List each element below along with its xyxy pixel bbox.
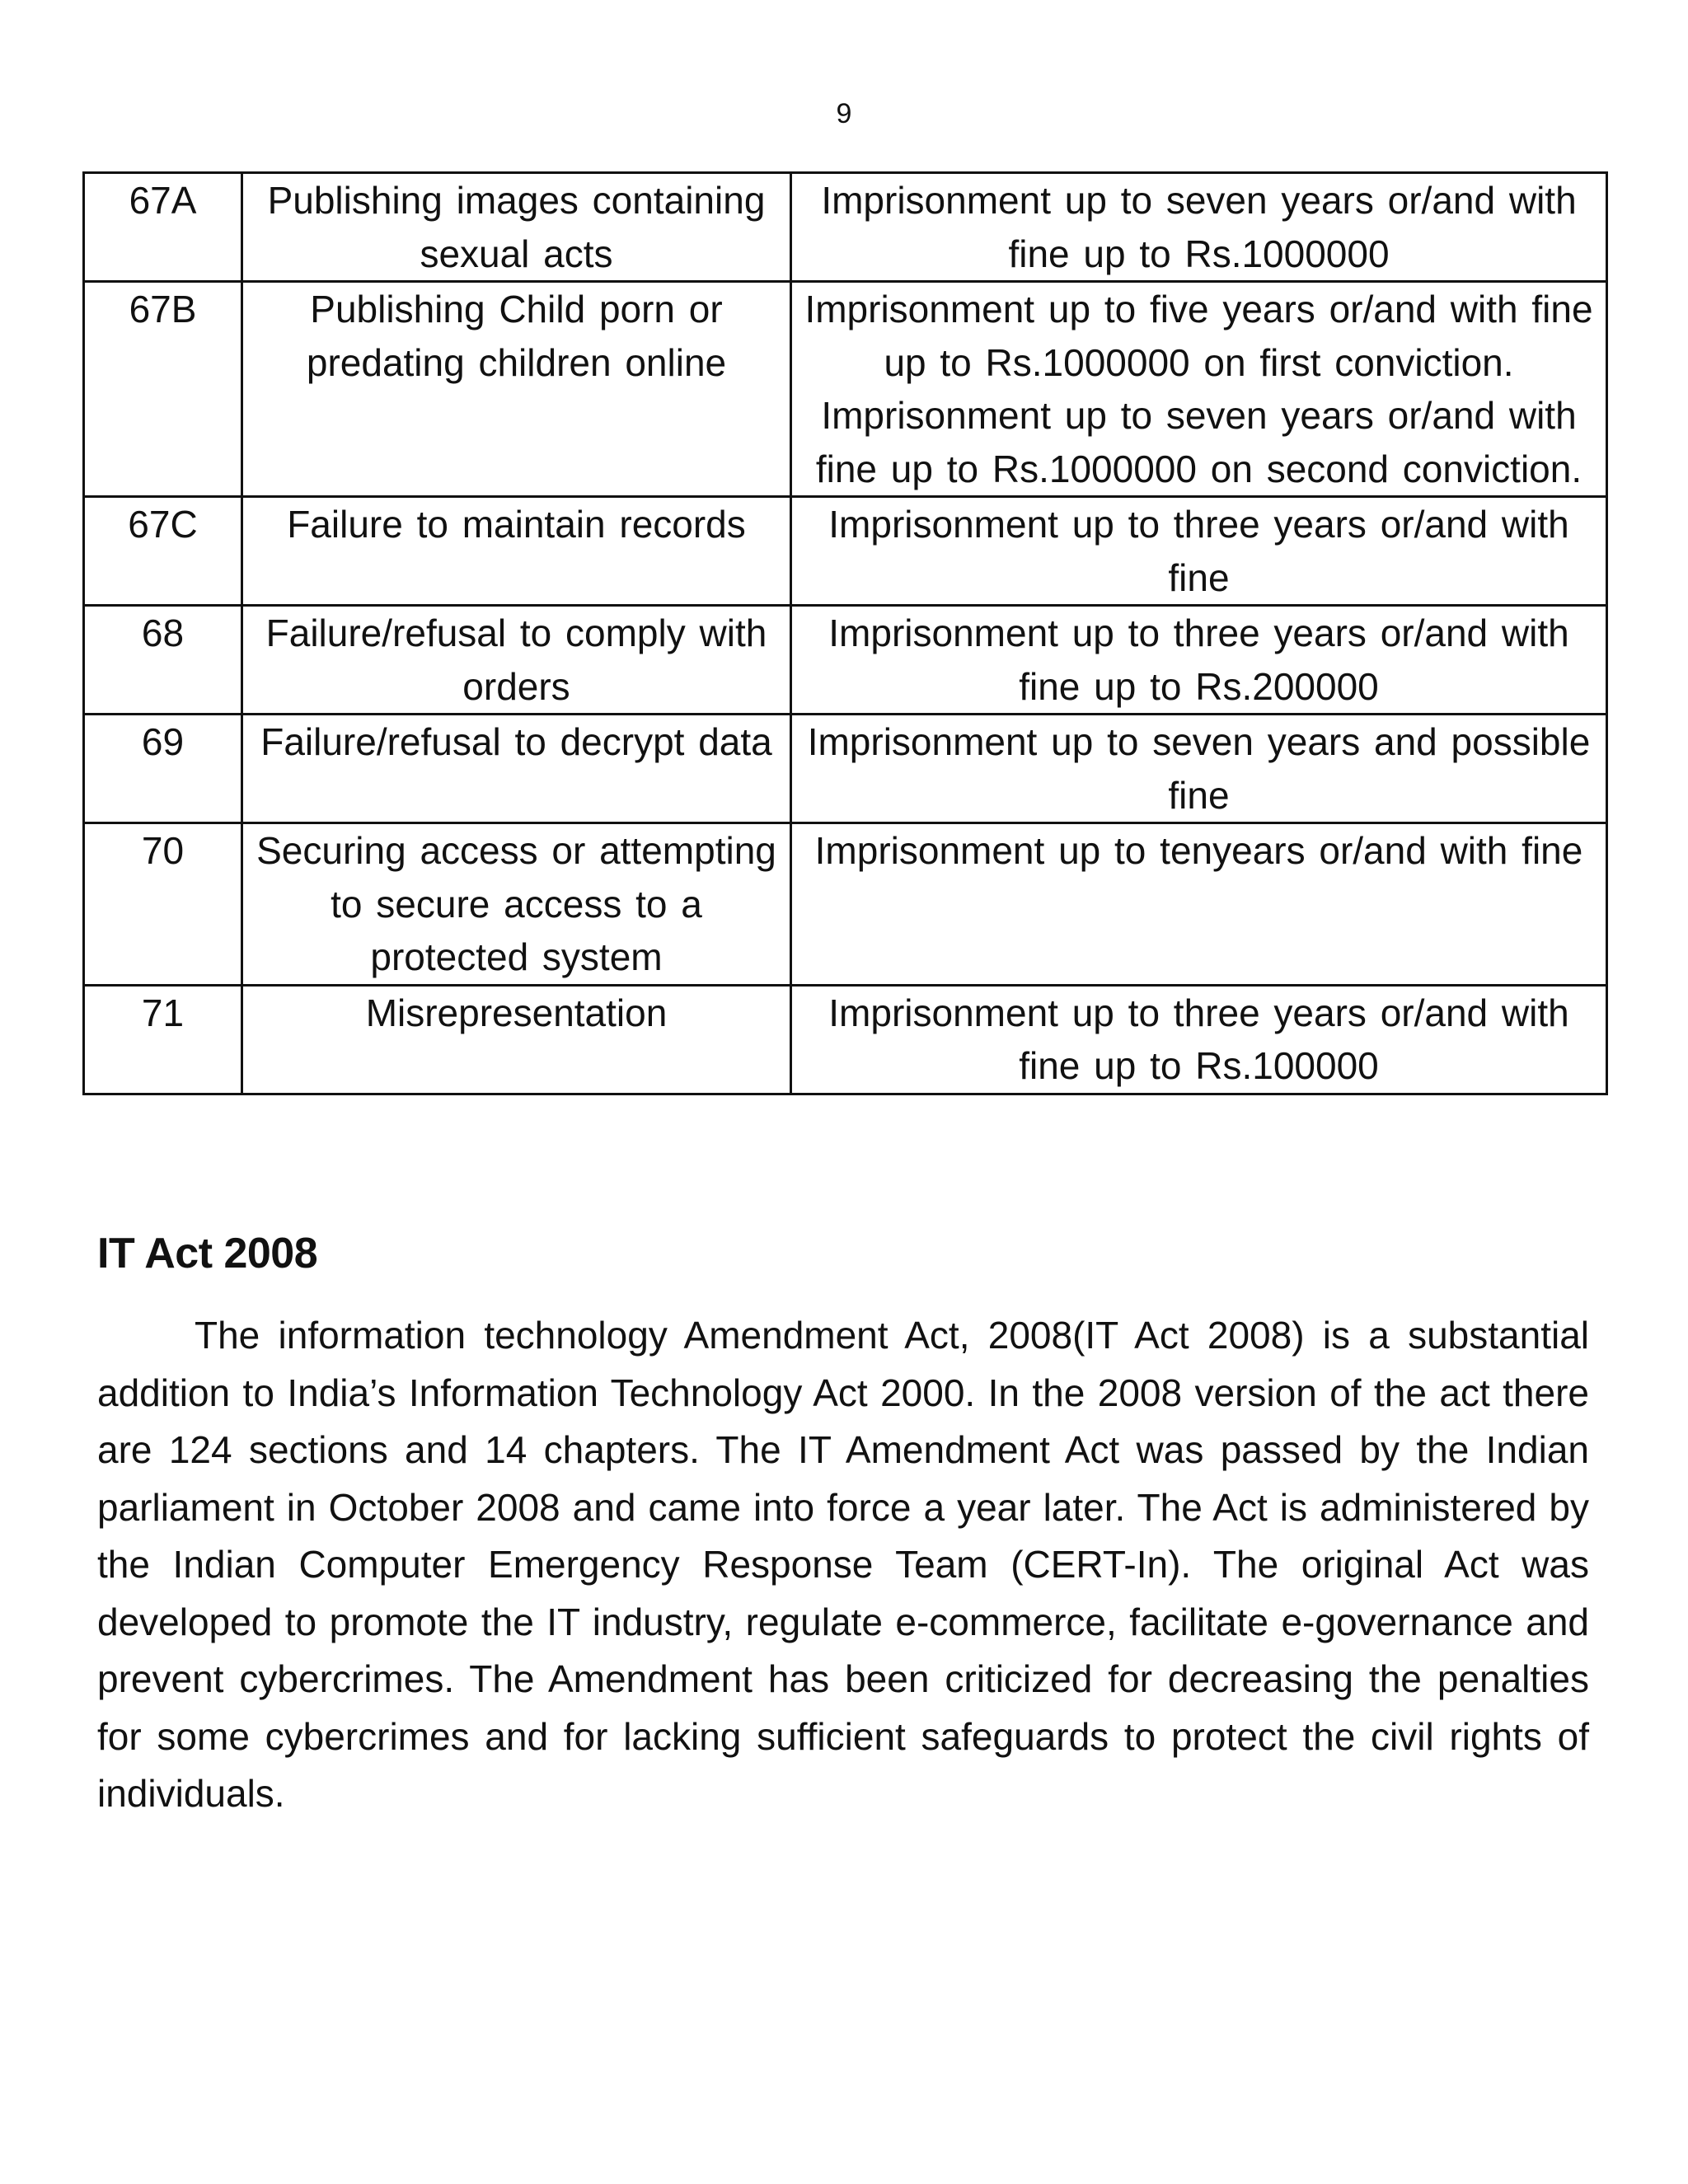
table-row	[84, 985, 1607, 1094]
penalty-description: Imprisonment up to seven years and possible fine	[791, 715, 1607, 823]
section-number: 67A	[84, 173, 242, 282]
table-row	[84, 715, 1607, 823]
offence-description: Publishing images containing sexual acts	[242, 173, 791, 282]
body-paragraph: The information technology Amendment Act, 2008(IT Act 2008) is a substantial addition to India’s Information Technology Act 2000. In the 2008 version of the act there are 124 sections and 14 chapters. The IT Amendment Act was passed by the Indian parliament in October 2008 and came into force a year later. The Act is administered by the Indian Computer Emergency Response Team (CERT-In). The original Act was developed to promote the IT industry, regulate e-commerce, facilitate e-governance and prevent cybercrimes. The Amendment has been criticized for decreasing the penalties for some cybercrimes and for lacking sufficient safeguards to protect the civil rights of individuals.	[97, 1314, 1589, 1815]
penalty-description: Imprisonment up to three years or/and with fine up to Rs.100000	[791, 985, 1607, 1094]
table-row	[84, 823, 1607, 986]
offence-description: Securing access or attempting to secure access to a protected system	[242, 823, 791, 986]
penalty-description: Imprisonment up to three years or/and with fine	[791, 497, 1607, 606]
table-row	[84, 497, 1607, 606]
table-row	[84, 282, 1607, 497]
penalty-description: Imprisonment up to tenyears or/and with fine	[791, 823, 1607, 986]
section-number: 70	[84, 823, 242, 986]
offence-description: Failure/refusal to decrypt data	[242, 715, 791, 823]
offence-description: Misrepresentation	[242, 985, 791, 1094]
offence-description: Failure to maintain records	[242, 497, 791, 606]
offence-description: Failure/refusal to comply with orders	[242, 606, 791, 715]
table-row	[84, 173, 1607, 282]
penalty-table	[82, 171, 1608, 1095]
offence-description: Publishing Child porn or predating children online	[242, 282, 791, 497]
section-number: 71	[84, 985, 242, 1094]
page-number: 9	[836, 98, 852, 129]
section-heading: IT Act 2008	[97, 1230, 318, 1277]
penalty-description: Imprisonment up to five years or/and with fine up to Rs.1000000 on first conviction. Imprisonment up to seven years or/and with fine up to Rs.1000000 on second conviction.	[791, 282, 1607, 497]
penalty-description: Imprisonment up to seven years or/and with fine up to Rs.1000000	[791, 173, 1607, 282]
section-number: 67B	[84, 282, 242, 497]
penalty-description: Imprisonment up to three years or/and with fine up to Rs.200000	[791, 606, 1607, 715]
section-number: 69	[84, 715, 242, 823]
section-number: 68	[84, 606, 242, 715]
table-row	[84, 606, 1607, 715]
section-number: 67C	[84, 497, 242, 606]
